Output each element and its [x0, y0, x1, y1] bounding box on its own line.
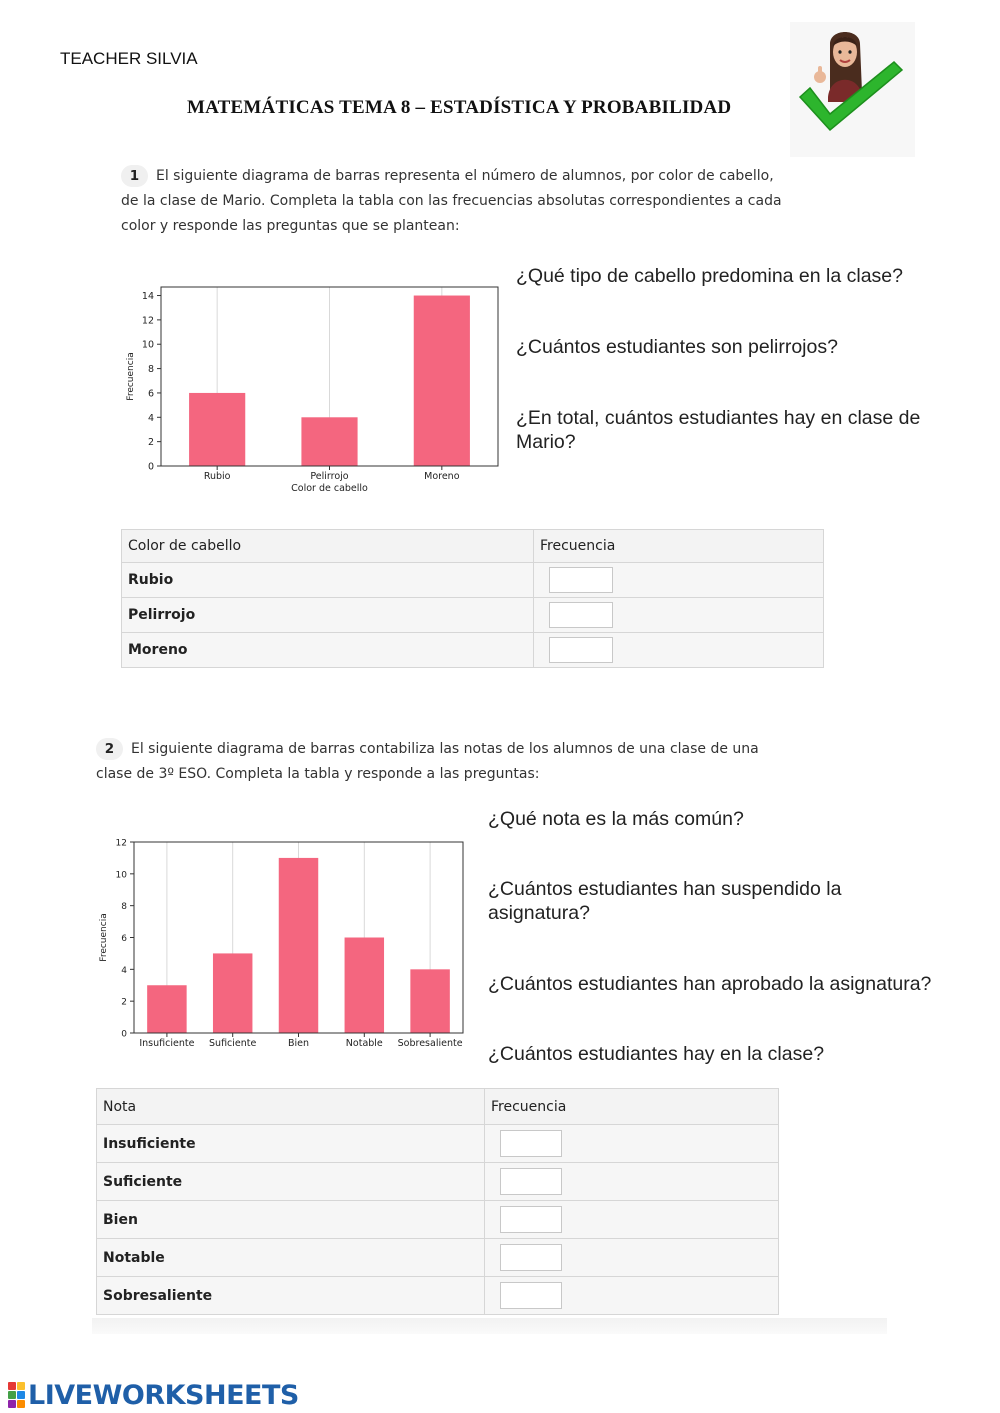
exercise-1-text-1: El siguiente diagrama de barras representa el número de alumnos, por color de cabello,	[156, 168, 774, 184]
table-row	[97, 1239, 779, 1277]
row-label-suficiente: Suficiente	[97, 1163, 485, 1201]
answer-input-moreno[interactable]	[549, 637, 613, 663]
x-tick-label: Bien	[287, 1038, 310, 1049]
answer-input-rubio[interactable]	[549, 567, 613, 593]
y-tick-label: 8	[147, 364, 154, 376]
bar-bien	[279, 858, 318, 1033]
table-header-row	[97, 1089, 779, 1125]
exercise-1-instructions	[121, 164, 841, 239]
x-tick-label: Notable	[345, 1038, 383, 1049]
answer-input-insuficiente[interactable]	[500, 1130, 562, 1157]
answer-input-suficiente[interactable]	[500, 1168, 562, 1195]
question-1a: ¿Qué tipo de cabello predomina en la clase?	[516, 265, 903, 287]
answer-cell	[534, 563, 824, 598]
logo-block	[8, 1391, 16, 1399]
x-tick-label: Insuficiente	[139, 1038, 195, 1049]
y-tick-label: 8	[121, 902, 127, 913]
row-label-insuficiente: Insuficiente	[97, 1125, 485, 1163]
question-2b: ¿Cuántos estudiantes han suspendido la asignatura?	[488, 878, 842, 924]
answer-cell	[534, 633, 824, 668]
question-2a: ¿Qué nota es la más común?	[488, 808, 744, 830]
logo-block	[8, 1400, 16, 1408]
y-tick-label: 2	[121, 997, 127, 1008]
y-tick-label: 4	[121, 965, 127, 976]
y-tick-label: 10	[115, 870, 127, 881]
exercise-2-text-1: El siguiente diagrama de barras contabiliza las notas de los alumnos de una clase de una	[131, 741, 759, 757]
hair-color-bar-chart	[118, 280, 508, 498]
answer-input-sobresaliente[interactable]	[500, 1282, 562, 1309]
answer-input-bien[interactable]	[500, 1206, 562, 1233]
exercise-2-number: 2	[96, 738, 123, 760]
x-tick-label: Sobresaliente	[397, 1038, 463, 1049]
page-shadow	[92, 1318, 887, 1334]
y-tick-label: 12	[141, 315, 154, 327]
table-row	[122, 598, 824, 633]
y-tick-label: 0	[147, 461, 154, 473]
y-axis-label: Frecuencia	[99, 913, 109, 962]
row-label-sobresaliente: Sobresaliente	[97, 1277, 485, 1315]
question-2d: ¿Cuántos estudiantes hay en la clase?	[488, 1043, 825, 1065]
bar-suficiente	[213, 953, 252, 1033]
bar-notable	[345, 938, 384, 1034]
bar-rubio	[189, 393, 245, 466]
teacher-name: TEACHER SILVIA	[60, 49, 198, 68]
y-axis-label: Frecuencia	[126, 352, 136, 401]
exercise-1-line-1	[121, 164, 841, 189]
answer-cell	[485, 1277, 779, 1315]
x-axis-label: Color de cabello	[291, 483, 368, 494]
x-tick-label: Rubio	[203, 471, 231, 482]
y-tick-label: 6	[121, 934, 127, 944]
table-header-cell: Color de cabello	[122, 530, 534, 563]
table-row	[122, 563, 824, 598]
y-tick-label: 0	[121, 1029, 127, 1040]
liveworksheets-logo	[8, 1380, 299, 1410]
table-row	[97, 1163, 779, 1201]
table-row	[97, 1201, 779, 1239]
answer-cell	[485, 1201, 779, 1239]
logo-blocks-icon	[8, 1382, 25, 1408]
logo-block	[17, 1400, 25, 1408]
answer-cell	[534, 598, 824, 633]
answer-cell	[485, 1239, 779, 1277]
table-row	[97, 1277, 779, 1315]
grades-frequency-table	[96, 1088, 779, 1315]
x-tick-label: Moreno	[424, 471, 460, 482]
question-1c: ¿En total, cuántos estudiantes hay en clase de Mario?	[516, 407, 921, 453]
answer-input-pelirrojo[interactable]	[549, 602, 613, 628]
y-tick-label: 12	[115, 838, 127, 849]
row-label-bien: Bien	[97, 1201, 485, 1239]
bar-pelirrojo	[301, 417, 357, 466]
answer-cell	[485, 1163, 779, 1201]
y-tick-label: 4	[147, 412, 154, 424]
question-2c: ¿Cuántos estudiantes han aprobado la asignatura?	[488, 973, 932, 995]
table-header-cell: Frecuencia	[534, 530, 824, 563]
table-row	[97, 1125, 779, 1163]
question-1b: ¿Cuántos estudiantes son pelirrojos?	[516, 336, 838, 358]
bar-sobresaliente	[410, 969, 449, 1033]
grades-bar-chart	[92, 832, 472, 1054]
row-label-moreno: Moreno	[122, 633, 534, 668]
logo-block	[8, 1382, 16, 1390]
answer-cell	[485, 1125, 779, 1163]
exercise-2-line-2: clase de 3º ESO. Completa la tabla y responde a las preguntas:	[96, 766, 540, 782]
bar-insuficiente	[147, 985, 186, 1033]
exercise-1-number: 1	[121, 165, 148, 187]
table-header-cell: Nota	[97, 1089, 485, 1125]
row-label-rubio: Rubio	[122, 563, 534, 598]
teacher-avatar-checkmark	[790, 22, 915, 157]
logo-block	[17, 1382, 25, 1390]
y-tick-label: 14	[141, 291, 154, 303]
logo-text: LIVEWORKSHEETS	[28, 1379, 299, 1411]
exercise-2-line-1	[96, 737, 816, 762]
exercise-1-line-3: color y responde las preguntas que se plantean:	[121, 218, 460, 234]
logo-block	[17, 1391, 25, 1399]
hair-frequency-table	[121, 529, 824, 668]
y-tick-label: 6	[147, 388, 154, 400]
table-header-row	[122, 530, 824, 563]
page-title: MATEMÁTICAS TEMA 8 – ESTADÍSTICA Y PROBABILIDAD	[187, 97, 732, 118]
table-header-cell: Frecuencia	[485, 1089, 779, 1125]
x-tick-label: Pelirrojo	[310, 471, 349, 482]
table-row	[122, 633, 824, 668]
y-tick-label: 10	[141, 339, 154, 351]
y-tick-label: 2	[147, 437, 154, 449]
bar-moreno	[414, 296, 470, 466]
row-label-notable: Notable	[97, 1239, 485, 1277]
row-label-pelirrojo: Pelirrojo	[122, 598, 534, 633]
x-tick-label: Suficiente	[209, 1038, 257, 1049]
exercise-2-instructions	[96, 737, 816, 787]
exercise-1-line-2: de la clase de Mario. Completa la tabla con las frecuencias absolutas correspondientes a cada	[121, 193, 782, 209]
answer-input-notable[interactable]	[500, 1244, 562, 1271]
